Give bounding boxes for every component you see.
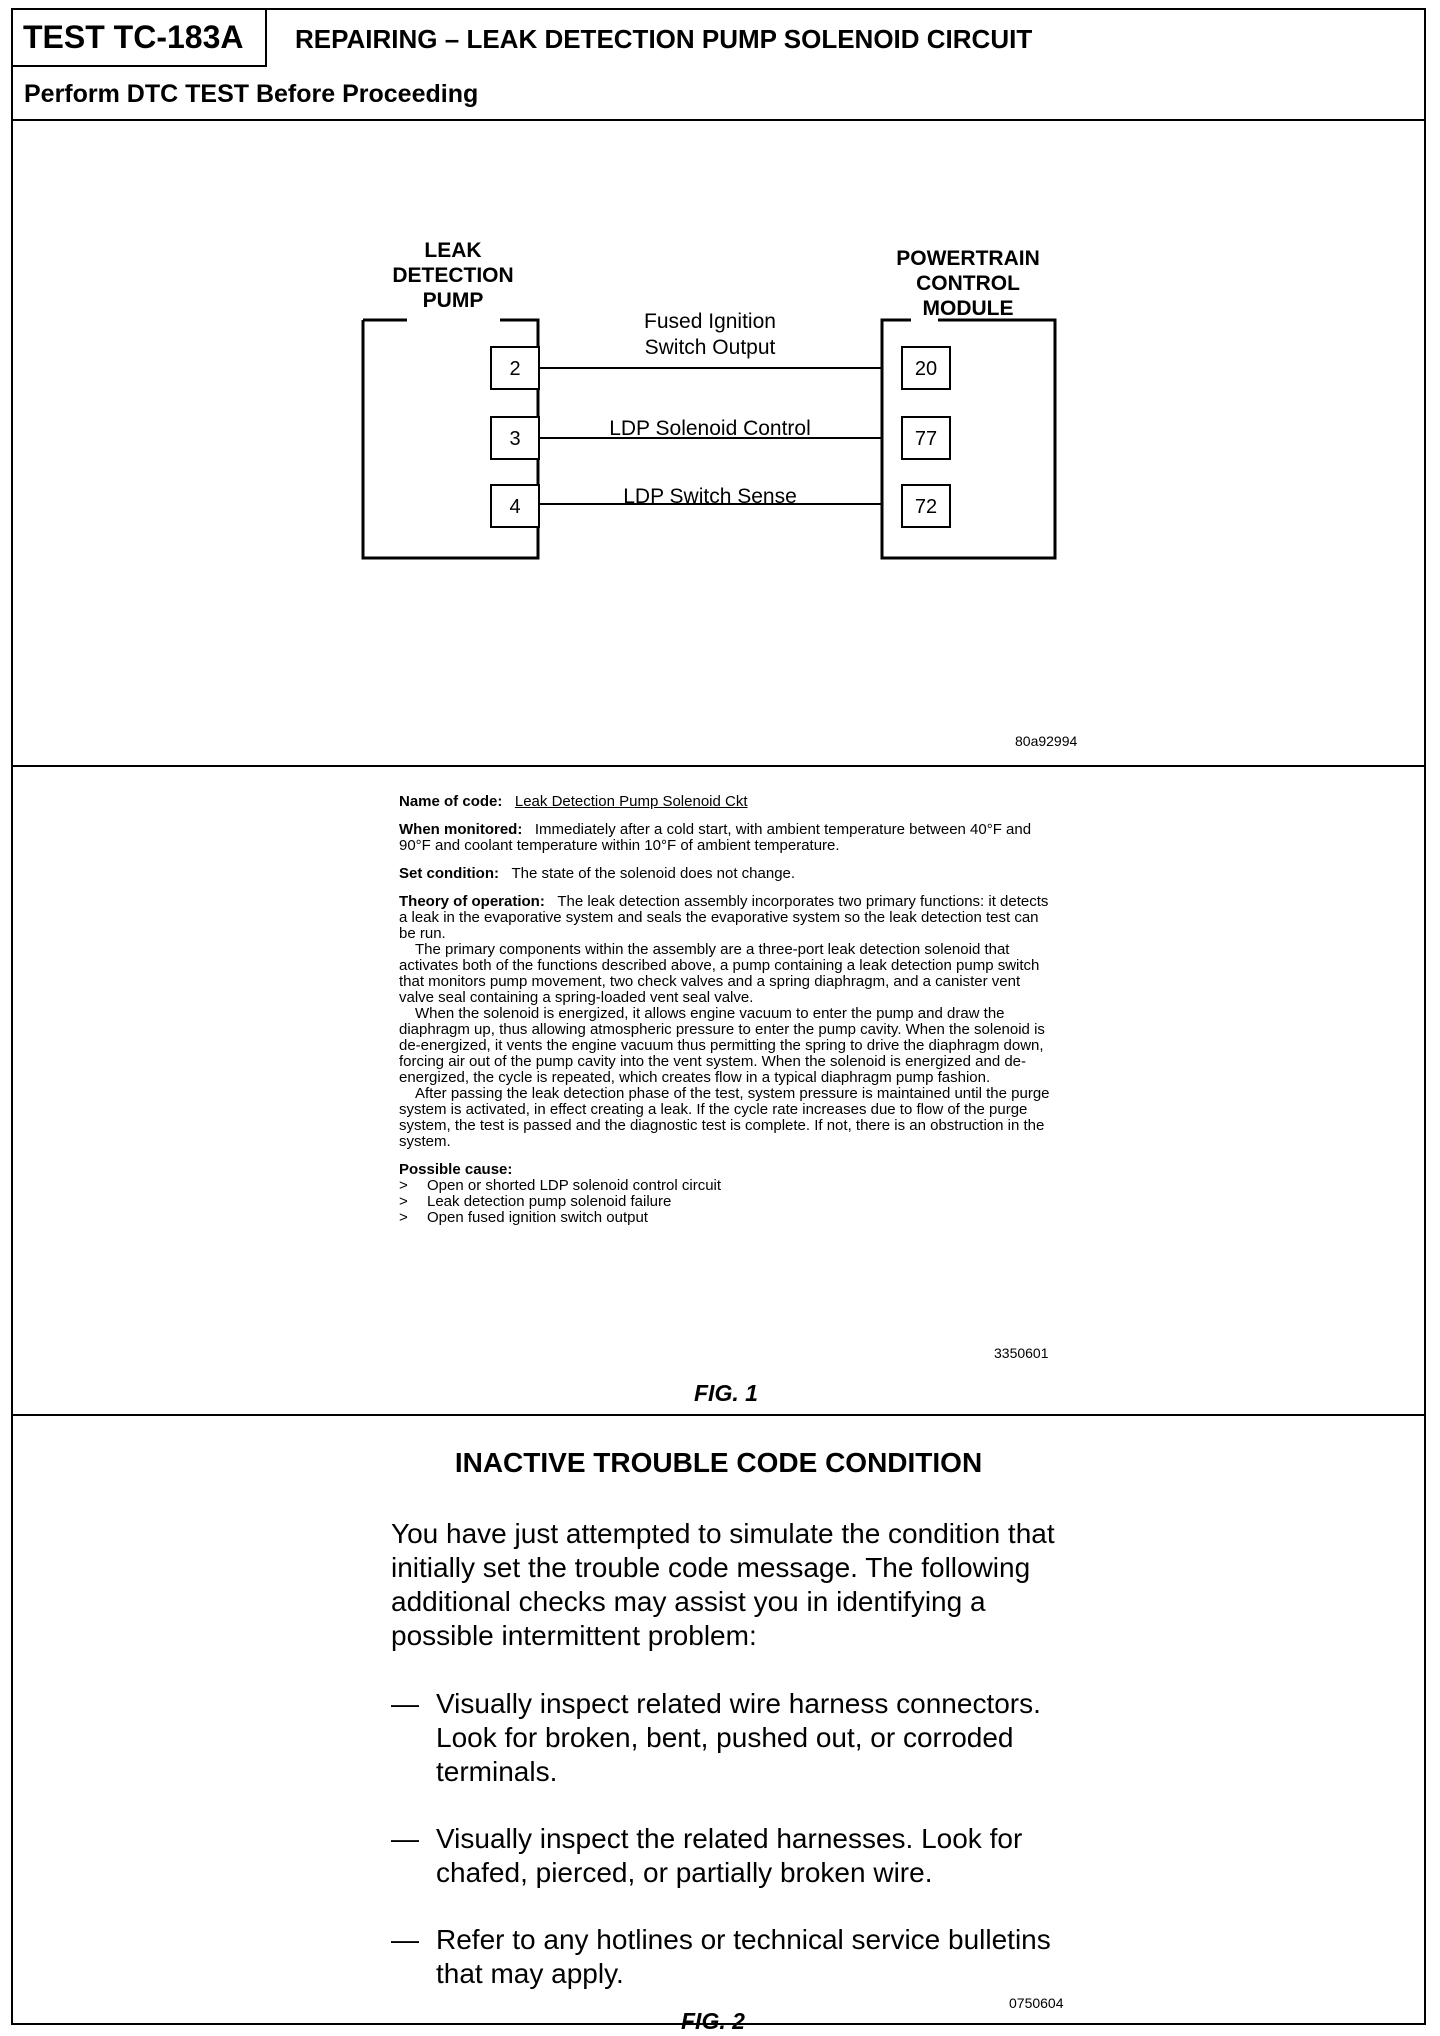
ldp-label [373, 238, 533, 313]
ldp-pin: 4 [490, 484, 540, 528]
name-label: Name of code: [399, 793, 503, 810]
check-item [391, 1923, 1091, 1991]
wire-label [590, 309, 830, 361]
fig2-intro-text: You have just attempted to simulate the condition that initially set the trouble code message. The following additional checks may assist you in identifying a possible intermittent problem: [391, 1518, 1055, 1651]
monitored-value: Immediately after a cold start, with ambient temperature between 40°F and 90°F and coolant temperature within 10°F of ambient temperature. [399, 821, 1032, 854]
cause-item: > Open fused ignition switch output [399, 1210, 1059, 1226]
theory-label: Theory of operation: [399, 893, 545, 910]
test-id: TEST TC-183A [13, 10, 267, 67]
fig1-text [399, 794, 1059, 1226]
fig2-caption: FIG. 2 [681, 2008, 745, 2034]
pcm-pin: 72 [901, 484, 951, 528]
wire-label-line: Switch Output [644, 336, 776, 359]
ldp-pin: 2 [490, 346, 540, 390]
name-value: Leak Detection Pump Solenoid Ckt [514, 793, 748, 810]
pcm-label-line: POWERTRAIN [896, 247, 1040, 270]
set-value: The state of the solenoid does not change. [511, 865, 796, 882]
wire-label: LDP Solenoid Control [609, 417, 811, 440]
check-item [391, 1687, 1091, 1789]
wire-label-line: Fused Ignition [644, 310, 776, 333]
check-text: Refer to any hotlines or technical service bulletins that may apply. [436, 1924, 1051, 1989]
fig2-intro [391, 1517, 1091, 1653]
check-text: Visually inspect related wire harness connectors. Look for broken, bent, pushed out, or corroded terminals. [436, 1688, 1041, 1787]
pcm-pin: 20 [901, 346, 951, 390]
dash-bullet: — [391, 1688, 419, 1719]
cause-label: Possible cause: [399, 1161, 513, 1178]
check-item [391, 1822, 1091, 1890]
pcm-label-line: MODULE [922, 297, 1014, 320]
check-text: Visually inspect the related harnesses. Look for chafed, pierced, or partially broken wire. [436, 1823, 1023, 1888]
page-frame [11, 8, 1426, 2034]
dash-bullet: — [391, 1823, 419, 1854]
ldp-label-line: DETECTION [392, 264, 514, 287]
ldp-label-line: LEAK [424, 239, 482, 262]
ldp-label-line: PUMP [422, 289, 484, 312]
pcm-pin: 77 [901, 416, 951, 460]
fig1-caption: FIG. 1 [694, 1380, 758, 1406]
divider [13, 765, 1424, 767]
pcm-label [873, 246, 1063, 321]
theory-paragraph: After passing the leak detection phase of the test, system pressure is maintained until the purge system is activated, in effect creating a leak. If the cycle rate increases due to flow of the purge system, the test is passed and the diagnostic test is complete. If not, there is an obstruction in the system. [399, 1085, 1050, 1150]
ldp-pin: 3 [490, 416, 540, 460]
divider [13, 1414, 1424, 1416]
wire-label: LDP Switch Sense [623, 485, 797, 508]
cause-item: > Open or shorted LDP solenoid control circuit [399, 1178, 1059, 1194]
theory-paragraph: When the solenoid is energized, it allows engine vacuum to enter the pump and draw the diaphragm up, thus allowing atmospheric pressure to enter the pump cavity. When the solenoid is de-energized, it vents the engine vacuum thus permitting the spring to drive the diaphragm down, forcing air out of the pump cavity into the vent system. When the solenoid is energized and de-energized, the cycle is repeated, which creates flow in a typical diaphragm pump fashion. [399, 1005, 1045, 1086]
set-label: Set condition: [399, 865, 499, 882]
monitored-label: When monitored: [399, 821, 523, 838]
cause-list [399, 1178, 1059, 1226]
figure-code: 80a92994 [1015, 733, 1078, 749]
fig1-code: 3350601 [994, 1345, 1049, 1361]
pcm-label-line: CONTROL [916, 272, 1020, 295]
theory-paragraph: The primary components within the assembly are a three-port leak detection solenoid that activates both of the functions described above, a pump containing a leak detection pump switch that monitors pump movement, two check valves and a spring diaphragm, and a canister vent valve seal containing a spring-loaded vent seal valve. [399, 941, 1040, 1006]
cause-item: > Leak detection pump solenoid failure [399, 1194, 1059, 1210]
fig2-title: INACTIVE TROUBLE CODE CONDITION [454, 1447, 983, 1478]
theory-paragraph: The leak detection assembly incorporates two primary functions: it detects a leak in the evaporative system and seals the evaporative system so the leak detection test can be run. [399, 893, 1049, 942]
page-subtitle: Perform DTC TEST Before Proceeding [24, 80, 479, 108]
dash-bullet: — [391, 1924, 419, 1955]
page-title: REPAIRING – LEAK DETECTION PUMP SOLENOID CIRCUIT [295, 24, 1033, 54]
fig2-code: 0750604 [1009, 1995, 1064, 2011]
